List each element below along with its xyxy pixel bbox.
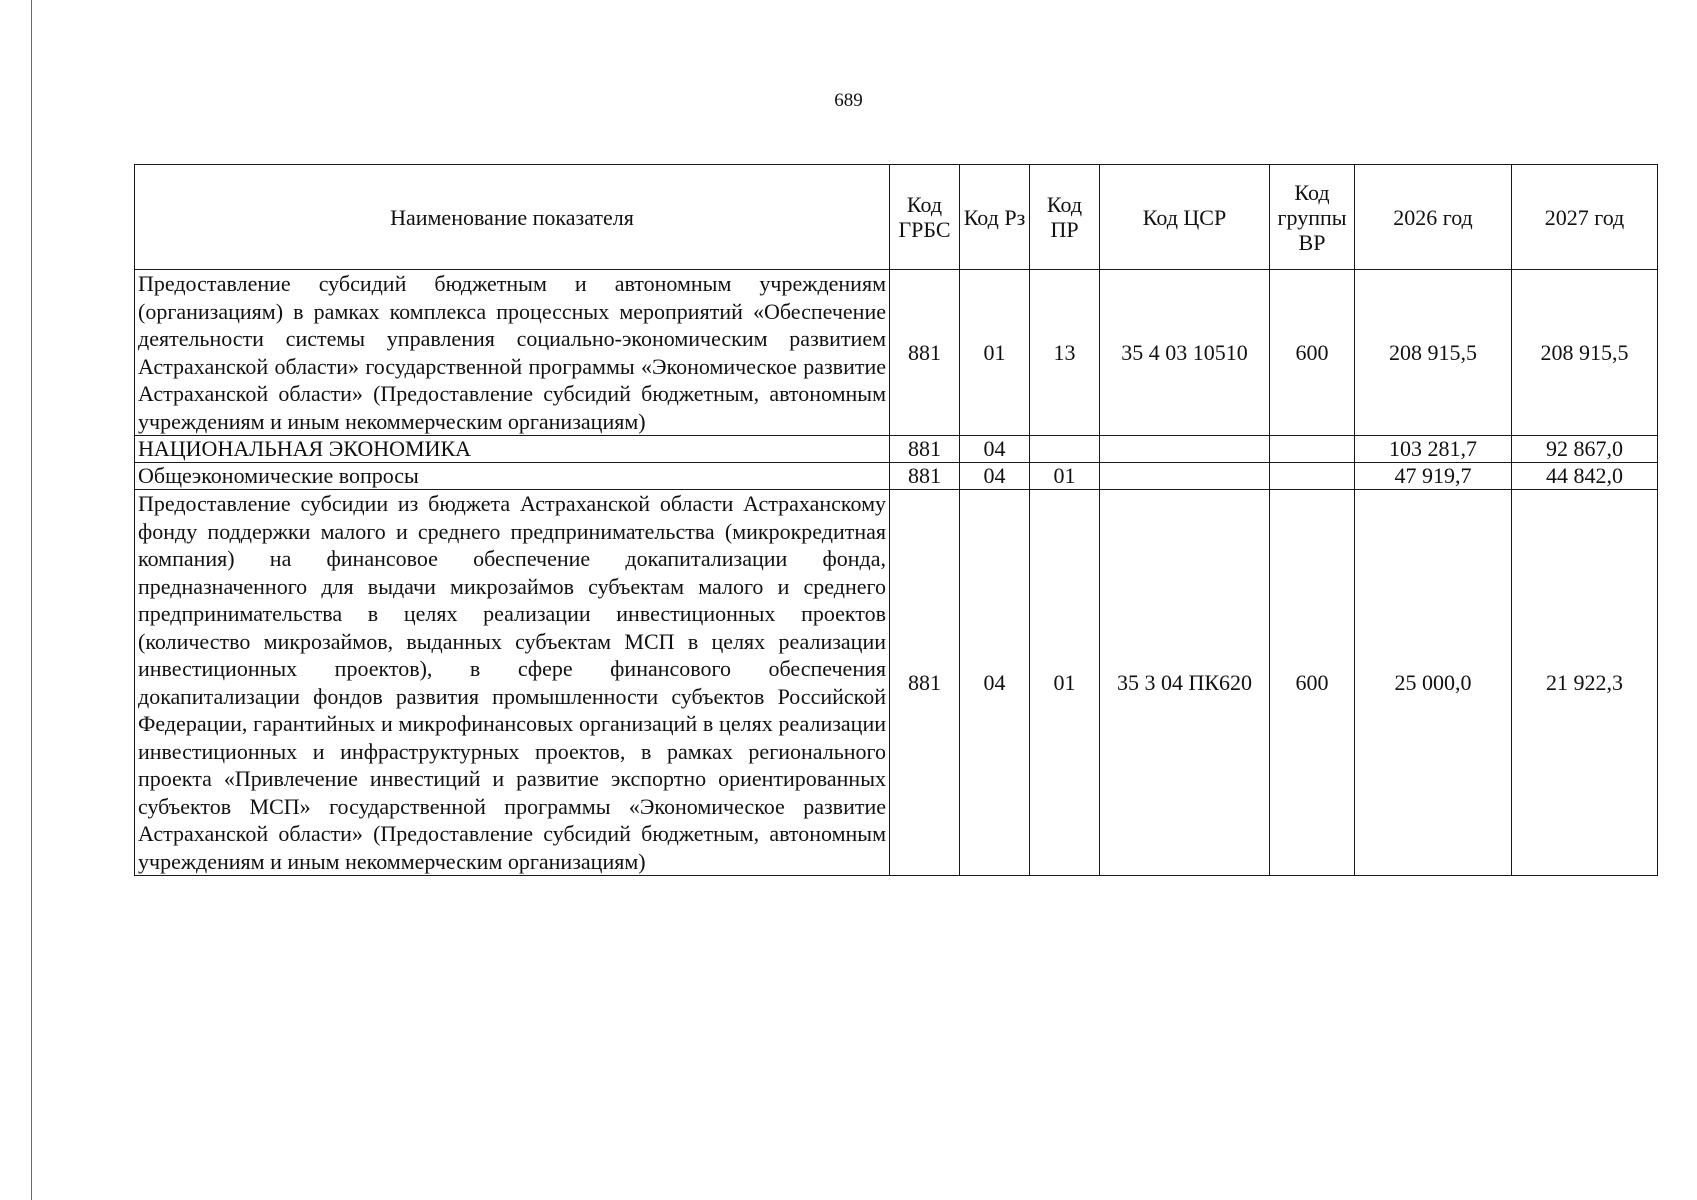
table-header-row bbox=[135, 165, 1658, 270]
header-rz: Код Рз bbox=[960, 165, 1030, 270]
table-row bbox=[135, 490, 1658, 876]
row-vr bbox=[1270, 463, 1355, 490]
row-name: Предоставление субсидии из бюджета Астраханской области Астраханскому фонду поддержки малого и среднего предпринимательства (микрокредитная компания) на финансовое обеспечение докапитализации фонда, предназначенного для выдачи микрозаймов субъектам малого и среднего предпринимательства в целях реализации инвестиционных проектов (количество микрозаймов, выданных субъектам МСП в целях реализации инвестиционных проектов), в сфере финансового обеспечения докапитализации фондов развития промышленности субъектов Российской Федерации, гарантийных и микрофинансовых организаций в целях реализации инвестиционных и инфраструктурных проектов, в рамках регионального проекта «Привлечение инвестиций и развитие экспортно ориентированных субъектов МСП» государственной программы «Экономическое развитие Астраханской области» (Предоставление субсидий бюджетным, автономным учреждениям и иным некоммерческим организациям) bbox=[135, 490, 890, 876]
row-vr: 600 bbox=[1270, 270, 1355, 436]
header-csr: Код ЦСР bbox=[1100, 165, 1270, 270]
header-grbs: Код ГРБС bbox=[890, 165, 960, 270]
row-2026: 208 915,5 bbox=[1355, 270, 1512, 436]
row-grbs: 881 bbox=[890, 490, 960, 876]
header-name: Наименование показателя bbox=[135, 165, 890, 270]
row-csr: 35 4 03 10510 bbox=[1100, 270, 1270, 436]
row-grbs: 881 bbox=[890, 436, 960, 463]
row-pr: 01 bbox=[1030, 490, 1100, 876]
header-2026: 2026 год bbox=[1355, 165, 1512, 270]
header-pr: Код ПР bbox=[1030, 165, 1100, 270]
page-margin-line bbox=[31, 0, 32, 1200]
budget-table bbox=[134, 164, 1658, 876]
row-vr bbox=[1270, 436, 1355, 463]
row-csr bbox=[1100, 463, 1270, 490]
row-pr: 01 bbox=[1030, 463, 1100, 490]
row-csr: 35 3 04 ПК620 bbox=[1100, 490, 1270, 876]
row-csr bbox=[1100, 436, 1270, 463]
row-2027: 92 867,0 bbox=[1512, 436, 1658, 463]
row-name: Предоставление субсидий бюджетным и автономным учреждениям (организациям) в рамках комплекса процессных мероприятий «Обеспечение деятельности системы управления социально-экономическим развитием Астраханской области» государственной программы «Экономическое развитие Астраханской области» (Предоставление субсидий бюджетным, автономным учреждениям и иным некоммерческим организациям) bbox=[135, 270, 890, 436]
row-rz: 01 bbox=[960, 270, 1030, 436]
row-grbs: 881 bbox=[890, 270, 960, 436]
row-rz: 04 bbox=[960, 436, 1030, 463]
table-row bbox=[135, 270, 1658, 436]
header-vr: Код группы ВР bbox=[1270, 165, 1355, 270]
row-2027: 44 842,0 bbox=[1512, 463, 1658, 490]
row-2027: 21 922,3 bbox=[1512, 490, 1658, 876]
row-vr: 600 bbox=[1270, 490, 1355, 876]
page-number: 689 bbox=[834, 90, 863, 111]
row-pr bbox=[1030, 436, 1100, 463]
row-2026: 47 919,7 bbox=[1355, 463, 1512, 490]
table-row bbox=[135, 436, 1658, 463]
table-row bbox=[135, 463, 1658, 490]
row-name: НАЦИОНАЛЬНАЯ ЭКОНОМИКА bbox=[135, 436, 890, 463]
header-2027: 2027 год bbox=[1512, 165, 1658, 270]
row-2026: 25 000,0 bbox=[1355, 490, 1512, 876]
row-pr: 13 bbox=[1030, 270, 1100, 436]
row-name: Общеэкономические вопросы bbox=[135, 463, 890, 490]
row-rz: 04 bbox=[960, 463, 1030, 490]
row-2027: 208 915,5 bbox=[1512, 270, 1658, 436]
row-rz: 04 bbox=[960, 490, 1030, 876]
row-2026: 103 281,7 bbox=[1355, 436, 1512, 463]
row-grbs: 881 bbox=[890, 463, 960, 490]
